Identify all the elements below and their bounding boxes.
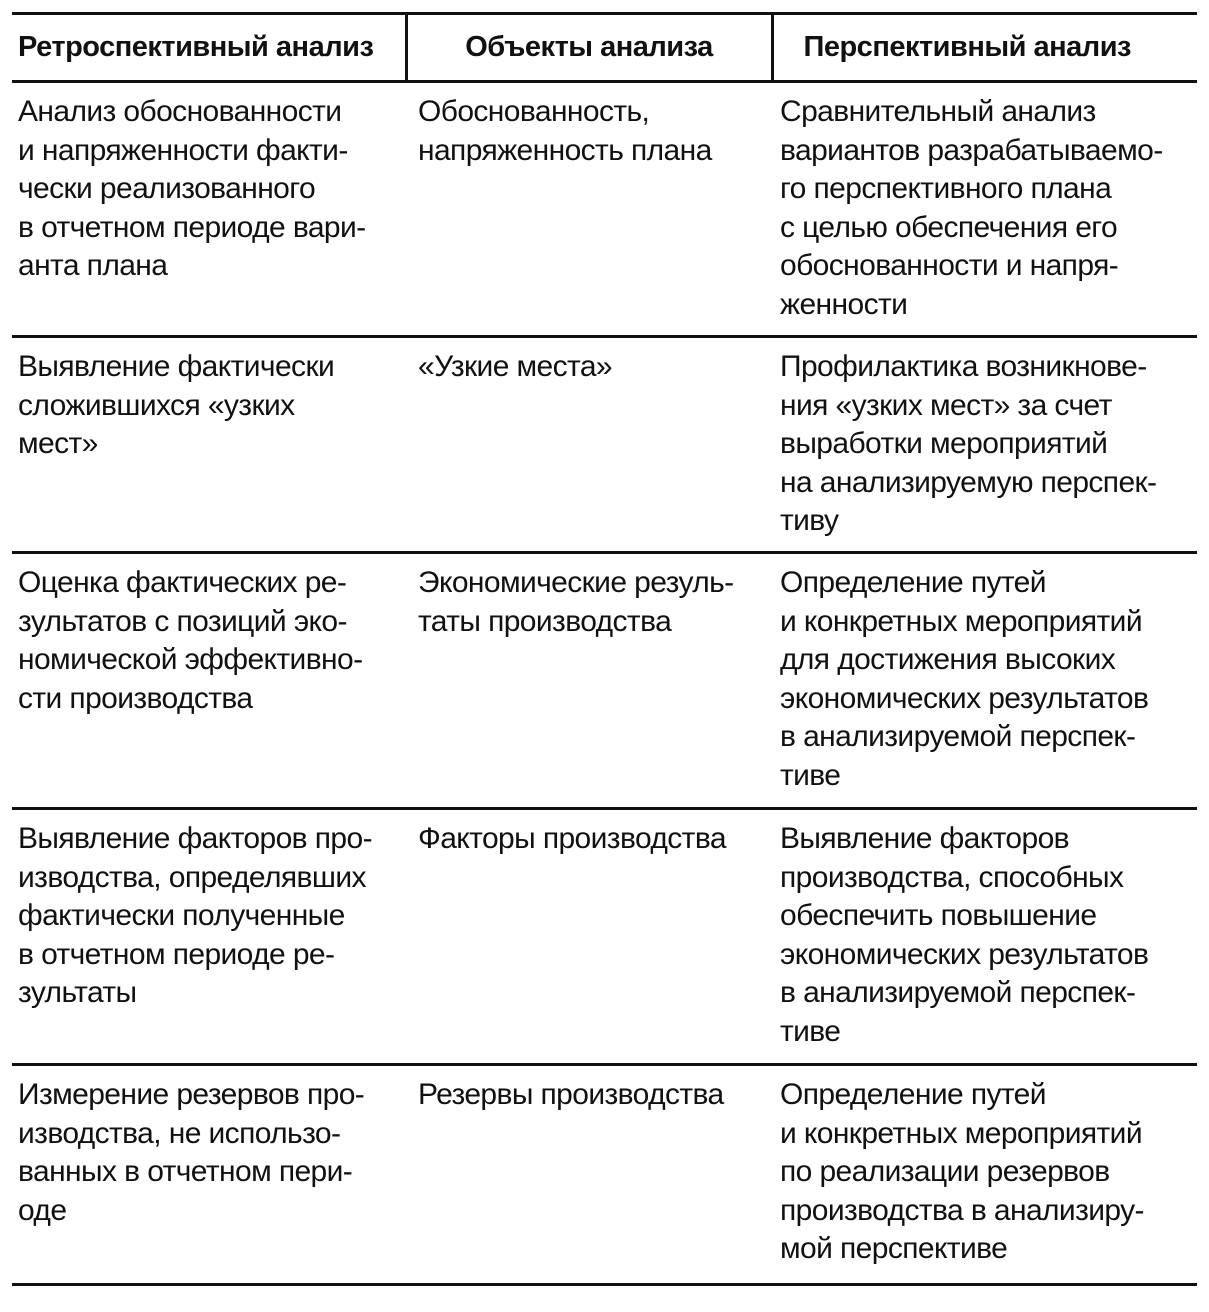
header-row [12, 14, 1197, 82]
cell-line: Выявление фактически [18, 350, 335, 383]
cell-line: оде [18, 1193, 67, 1227]
cell-line: и напряженности факти- [18, 133, 348, 167]
cell-line: на анализируемую перспек- [780, 465, 1157, 499]
table-row [12, 82, 1197, 337]
cell-line: го перспективного плана [780, 172, 1112, 205]
table-body [12, 82, 1197, 1285]
cell-line: обоснованности и напря- [780, 249, 1119, 282]
cell-line: Определение путей [780, 566, 1046, 599]
cell-perspective [772, 809, 1197, 1065]
cell-line: тиве [780, 1014, 841, 1048]
cell-line: обеспечить повышение [780, 899, 1097, 932]
cell-line: фактически полученные [18, 899, 345, 932]
cell-line: зультатов с позиций эко- [18, 604, 347, 638]
cell-line: Профилактика возникнове- [780, 350, 1147, 383]
table-row [12, 337, 1197, 553]
cell-perspective [772, 82, 1197, 337]
header-perspective: Перспективный анализ [772, 14, 1197, 82]
cell-line: женности [780, 287, 908, 321]
cell-line: тиве [780, 758, 841, 792]
cell-line: изводства, не использо- [18, 1116, 341, 1150]
table-row [12, 1065, 1197, 1285]
cell-objects [406, 553, 772, 809]
cell-perspective [772, 1065, 1197, 1285]
cell-objects [406, 82, 772, 337]
cell-line: Резервы производства [418, 1078, 724, 1111]
cell-perspective [772, 337, 1197, 553]
cell-line: зультаты [18, 976, 137, 1009]
cell-line: с целью обеспечения его [780, 210, 1118, 244]
cell-line: Выявление факторов [780, 822, 1070, 855]
cell-line: Экономические резуль- [418, 566, 734, 599]
cell-retrospective [12, 1065, 406, 1285]
cell-line: и конкретных мероприятий [780, 604, 1142, 638]
cell-line: Выявление факторов про- [18, 822, 372, 855]
cell-objects [406, 1065, 772, 1285]
cell-line: производства в анализиру- [780, 1193, 1144, 1227]
cell-line: вариантов разрабатываемо- [780, 133, 1163, 167]
cell-line: производства, способных [780, 860, 1124, 894]
cell-line: выработки мероприятий [780, 427, 1108, 460]
cell-line: в отчетном периоде ре- [18, 937, 335, 971]
cell-line: для достижения высоких [780, 643, 1116, 676]
cell-line: ванных в отчетном пери- [18, 1155, 353, 1188]
cell-retrospective [12, 337, 406, 553]
header-objects: Объекты анализа [406, 14, 772, 82]
cell-retrospective [12, 809, 406, 1065]
cell-line: номической эффективно- [18, 643, 363, 676]
cell-line: в анализируемой перспек- [780, 976, 1136, 1009]
header-retrospective: Ретроспективный анализ [12, 14, 406, 82]
table-row [12, 809, 1197, 1065]
cell-line: напряженность плана [418, 133, 712, 167]
cell-retrospective [12, 82, 406, 337]
cell-line: мой перспективе [780, 1232, 1008, 1265]
cell-line: в анализируемой перспек- [780, 720, 1136, 753]
cell-line: Определение путей [780, 1078, 1046, 1111]
cell-line: Анализ обоснованности [18, 95, 342, 128]
cell-line: сти производства [18, 681, 253, 715]
cell-line: по реализации резервов [780, 1155, 1110, 1188]
cell-line: Факторы производства [418, 822, 726, 855]
cell-retrospective [12, 553, 406, 809]
cell-line: в отчетном периоде вари- [18, 210, 366, 244]
cell-line: таты производства [418, 604, 672, 638]
table-header [12, 14, 1197, 82]
cell-line: экономических результатов [780, 681, 1149, 715]
cell-line: Измерение резервов про- [18, 1078, 365, 1111]
comparison-table-container [12, 12, 1197, 1286]
cell-objects [406, 809, 772, 1065]
cell-line: чески реализованного [18, 172, 316, 205]
cell-line: изводства, определявших [18, 860, 366, 894]
cell-line: Обоснованность, [418, 95, 650, 128]
cell-line: сложившихся «узких [18, 388, 295, 422]
cell-line: анта плана [18, 249, 168, 282]
cell-line: экономических результатов [780, 937, 1149, 971]
cell-line: Оценка фактических ре- [18, 566, 347, 599]
cell-perspective [772, 553, 1197, 809]
cell-line: ния «узких мест» за счет [780, 388, 1112, 422]
cell-line: тиву [780, 504, 839, 537]
cell-line: мест» [18, 427, 98, 460]
cell-line: «Узкие места» [418, 350, 612, 383]
cell-line: и конкретных мероприятий [780, 1116, 1142, 1150]
cell-objects [406, 337, 772, 553]
table-row [12, 553, 1197, 809]
comparison-table [12, 12, 1197, 1286]
cell-line: Сравнительный анализ [780, 95, 1096, 128]
